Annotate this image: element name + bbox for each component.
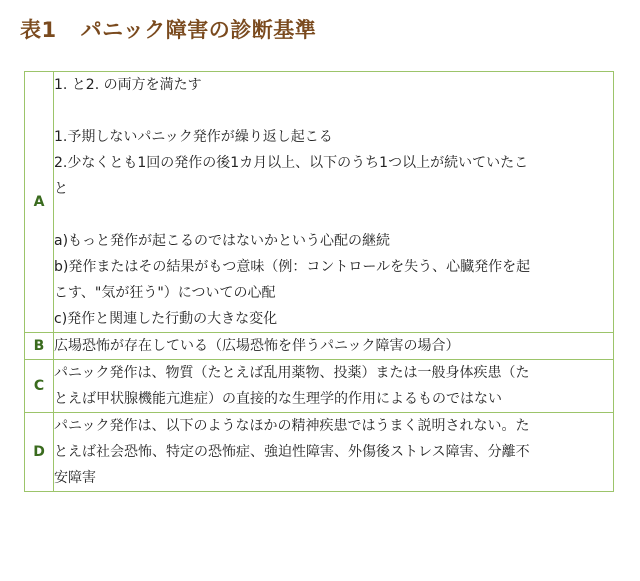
- criterion-content: [54, 413, 614, 492]
- page-title: [20, 14, 316, 44]
- criterion-label: B: [25, 333, 54, 360]
- criterion-content: [54, 72, 614, 333]
- criterion-text-line: c)発作と関連した行動の大きな変化: [54, 311, 278, 327]
- criterion-row-c: [25, 360, 614, 413]
- criterion-text-line: 1. と2. の両方を満たす: [54, 77, 202, 93]
- criterion-text-line: 広場恐怖が存在している（広場恐怖を伴うパニック障害の場合）: [54, 338, 460, 354]
- criterion-content: [54, 360, 614, 413]
- criterion-text-line: こす、"気が狂う"）についての心配: [54, 285, 276, 301]
- spacer: [54, 202, 613, 228]
- criterion-content: [54, 333, 614, 360]
- spacer: [54, 98, 613, 124]
- table-number: 表1: [20, 18, 57, 42]
- criterion-text-line: とえば社会恐怖、特定の恐怖症、強迫性障害、外傷後ストレス障害、分離不: [54, 444, 530, 460]
- table-title: パニック障害の診断基準: [80, 18, 317, 42]
- criterion-text-line: a)もっと発作が起こるのではないかという心配の継続: [54, 233, 391, 249]
- criterion-label: A: [25, 72, 54, 333]
- criterion-text-line: パニック発作は、以下のようなほかの精神疾患ではうまく説明されない。た: [54, 418, 530, 434]
- criterion-row-b: [25, 333, 614, 360]
- criteria-table: [24, 71, 614, 492]
- criterion-text-line: と: [54, 181, 68, 197]
- criterion-row-d: [25, 413, 614, 492]
- criterion-label: D: [25, 413, 54, 492]
- criterion-label: C: [25, 360, 54, 413]
- criterion-text-line: 安障害: [54, 470, 96, 486]
- criterion-text-line: パニック発作は、物質（たとえば乱用薬物、投薬）または一般身体疾患（た: [54, 365, 530, 381]
- criterion-text-line: 1.予期しないパニック発作が繰り返し起こる: [54, 129, 333, 145]
- criterion-row-a: [25, 72, 614, 333]
- criterion-text-line: b)発作またはその結果がもつ意味（例：コントロールを失う、心臓発作を起: [54, 259, 531, 275]
- criterion-text-line: 2.少なくとも1回の発作の後1カ月以上、以下のうち1つ以上が続いていたこ: [54, 155, 529, 171]
- criterion-text-line: とえば甲状腺機能亢進症）の直接的な生理学的作用によるものではない: [54, 391, 502, 407]
